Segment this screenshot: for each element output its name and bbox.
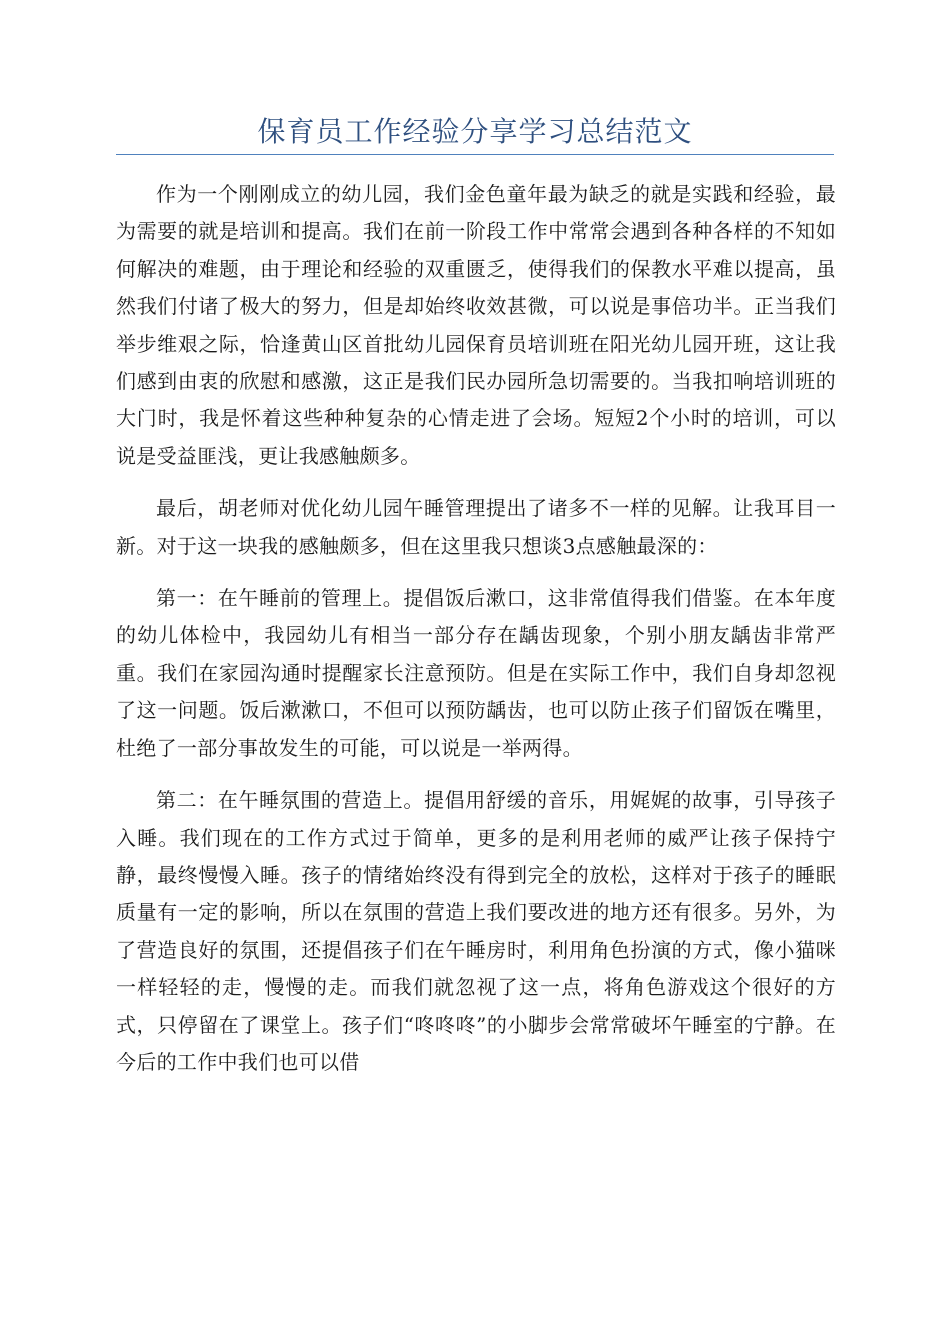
paragraph-point-one: 第一：在午睡前的管理上。提倡饭后漱口，这非常值得我们借鉴。在本年度的幼儿体检中，我园幼儿有相当一部分存在龋齿现象，个别小朋友龋齿非常严重。我们在家园沟通时提醒家长注意预防。但是在实际工作中，我们自身却忽视了这一问题。饭后漱漱口，不但可以预防龋齿，也可以防止孩子们留饭在嘴里，杜绝了一部分事故发生的可能，可以说是一举两得。 (116, 586, 836, 760)
paragraph-point-two: 第二：在午睡氛围的营造上。提倡用舒缓的音乐，用娓娓的故事，引导孩子入睡。我们现在的工作方式过于简单，更多的是利用老师的威严让孩子保持宁静，最终慢慢入睡。孩子的情绪始终没有得到完全的放松，这样对于孩子的睡眠质量有一定的影响，所以在氛围的营造上我们要改进的地方还有很多。另外，为了营造良好的氛围，还提倡孩子们在午睡房时，利用角色扮演的方式，像小猫咪一样轻轻的走，慢慢的走。而我们就忽视了这一点，将角色游戏这个很好的方式，只停留在了课堂上。孩子们“咚咚咚”的小脚步会常常破坏午睡室的宁静。在今后的工作中我们也可以借 (116, 788, 836, 1074)
paragraph-nap-management: 最后，胡老师对优化幼儿园午睡管理提出了诸多不一样的见解。让我耳目一新。对于这一块我的感触颇多，但在这里我只想谈3点感触最深的： (116, 496, 836, 558)
document-title: 保育员工作经验分享学习总结范文 (257, 115, 693, 148)
paragraph-intro: 作为一个刚刚成立的幼儿园，我们金色童年最为缺乏的就是实践和经验，最为需要的就是培训和提高。我们在前一阶段工作中常常会遇到各种各样的不知如何解决的难题，由于理论和经验的双重匮乏，使得我们的保教水平难以提高，虽然我们付诸了极大的努力，但是却始终收效甚微，可以说是事倍功半。正当我们举步维艰之际，恰逢黄山区首批幼儿园保育员培训班在阳光幼儿园开班，这让我们感到由衷的欣慰和感激，这正是我们民办园所急切需要的。当我扣响培训班的大门时，我是怀着这些种种复杂的心情走进了会场。短短2个小时的培训，可以说是受益匪浅，更让我感触颇多。 (116, 182, 836, 468)
title-underline (116, 154, 834, 155)
document-body (116, 176, 836, 1096)
